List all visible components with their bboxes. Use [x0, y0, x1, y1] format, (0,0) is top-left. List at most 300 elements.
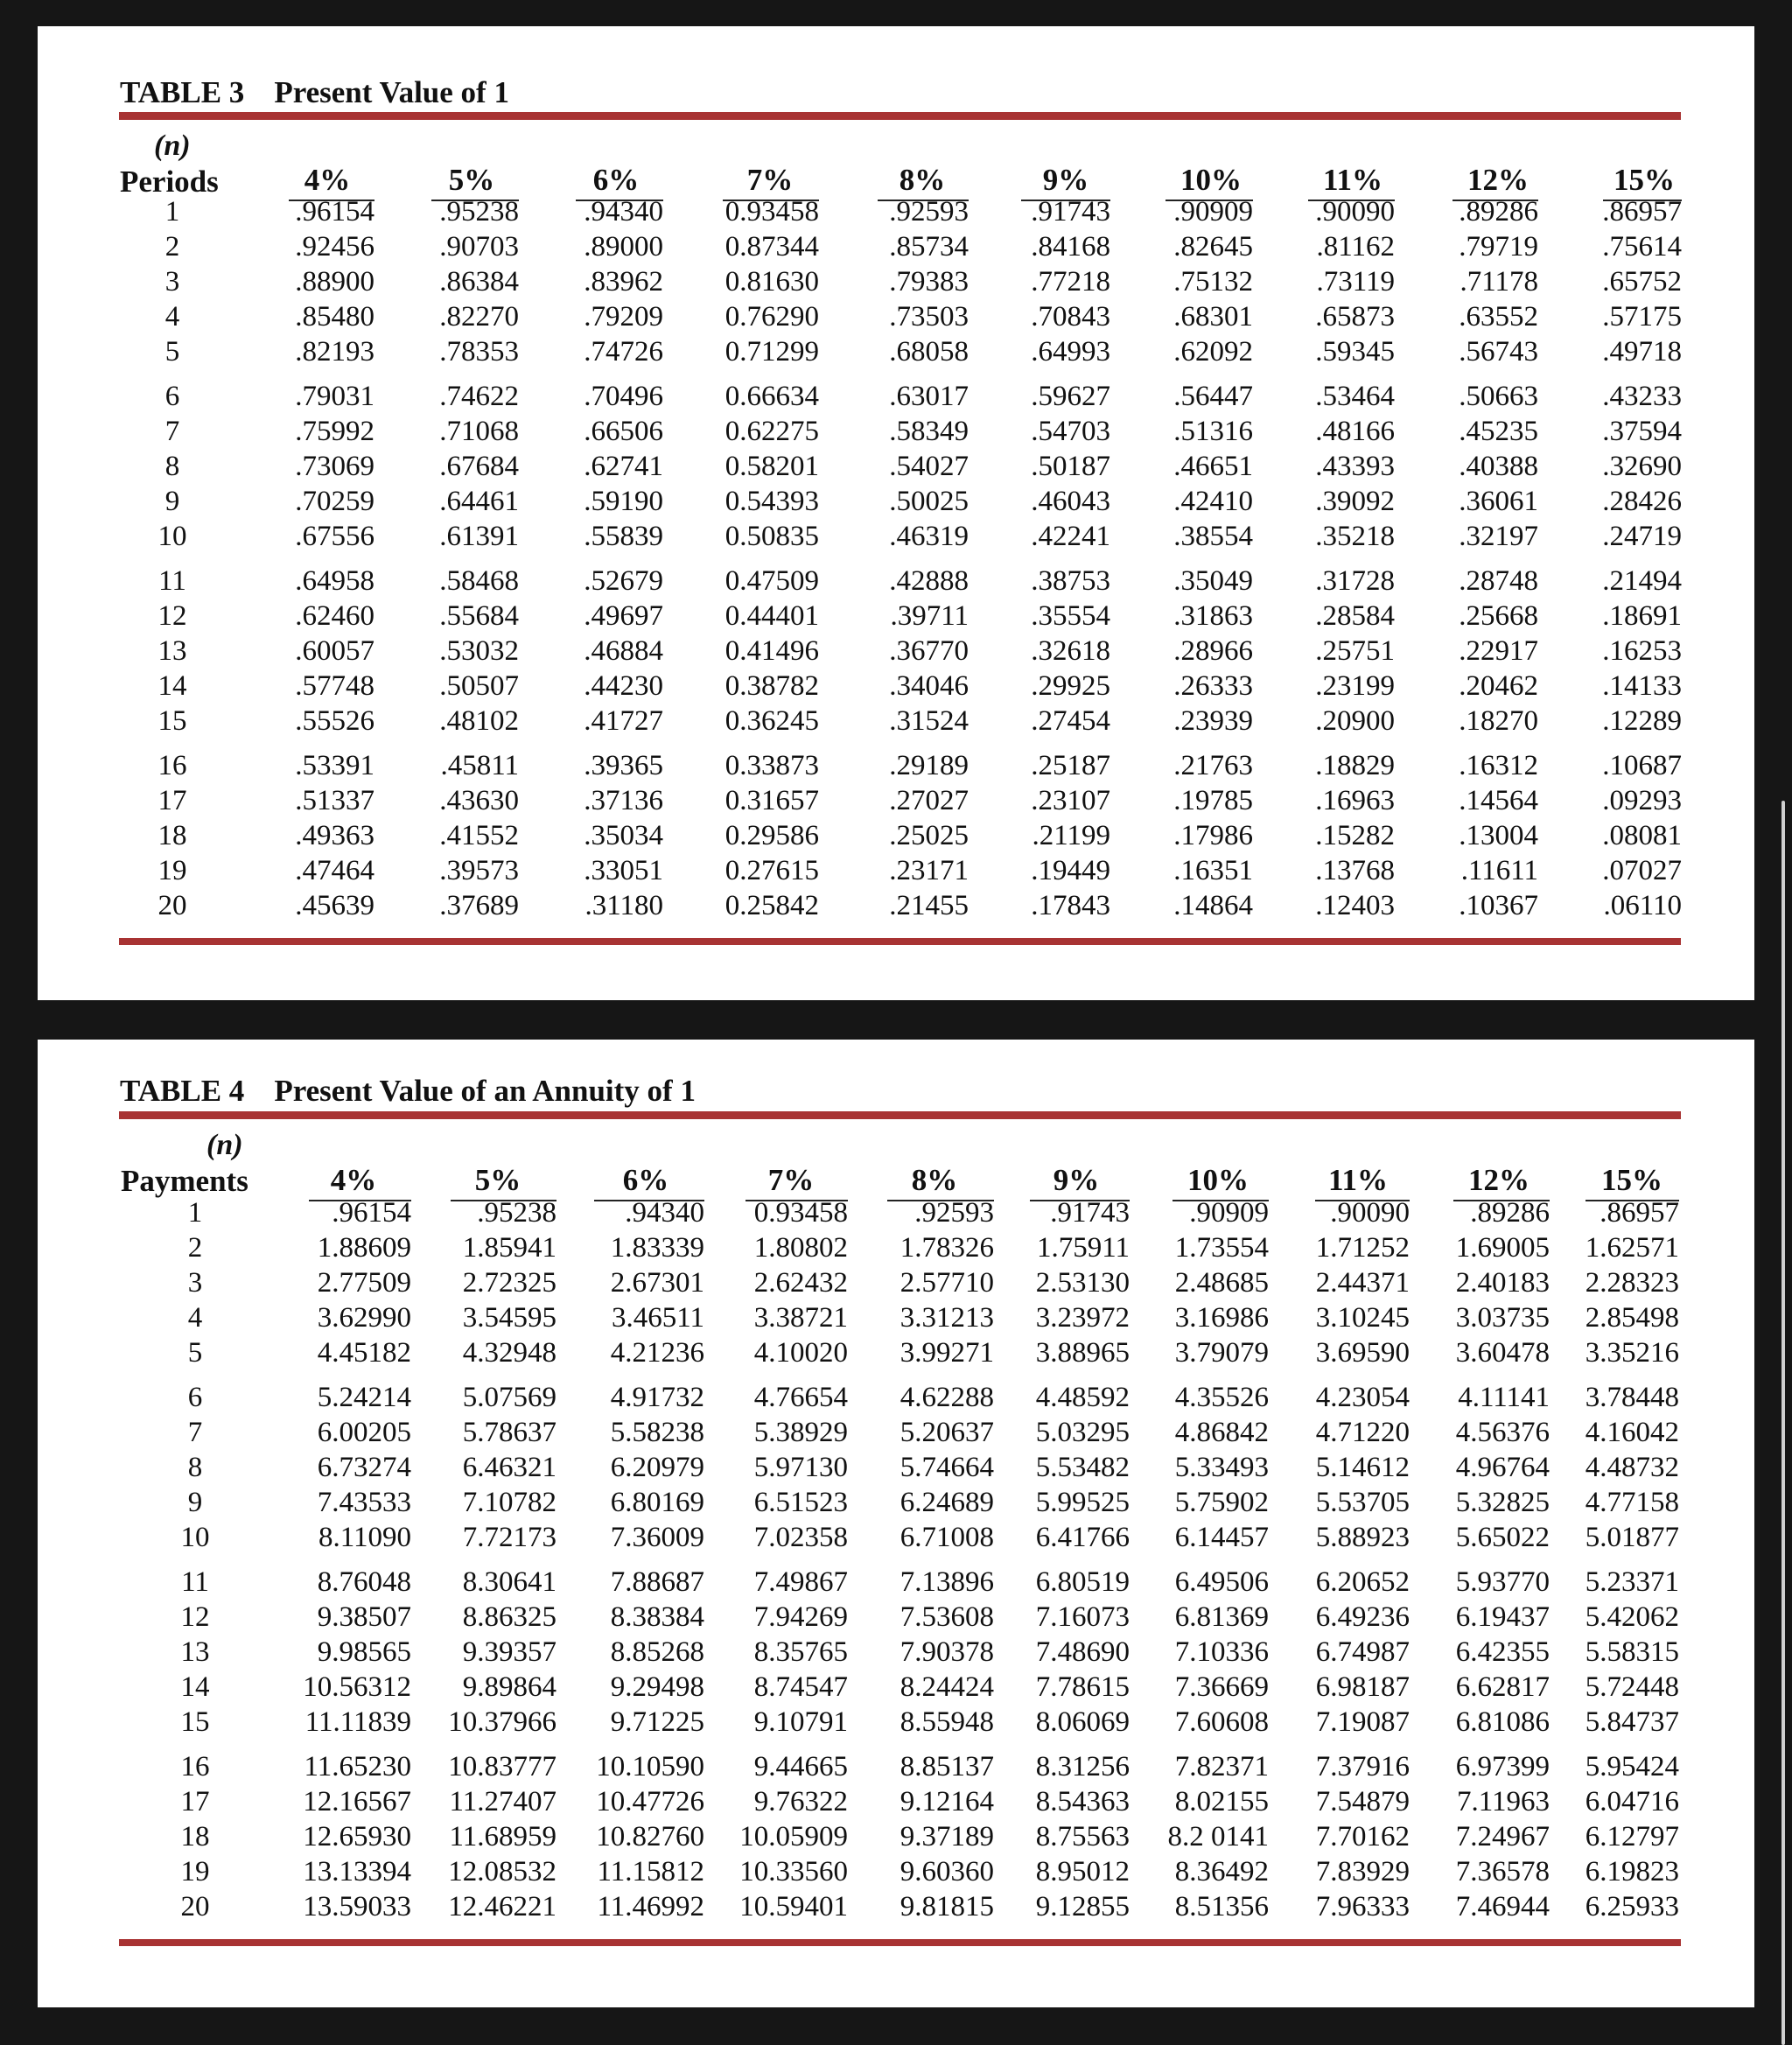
value-cell: .21763 [1173, 750, 1253, 781]
period-cell: 15 [180, 1706, 210, 1738]
value-cell: .74726 [584, 336, 663, 368]
value-cell: 9.12855 [1035, 1891, 1130, 1922]
value-cell: 7.46944 [1455, 1891, 1550, 1922]
table-row [38, 519, 1754, 554]
value-cell: .48166 [1315, 416, 1395, 447]
period-cell: 10 [158, 521, 187, 552]
value-cell: .31863 [1173, 600, 1253, 632]
value-cell: 8.24424 [900, 1671, 994, 1703]
value-cell: 6.04716 [1585, 1786, 1679, 1817]
table-3-title [120, 75, 509, 110]
table-row [38, 1485, 1754, 1520]
value-cell: .71068 [439, 416, 519, 447]
value-cell: .75132 [1173, 266, 1253, 298]
value-cell: .61391 [439, 521, 519, 552]
table-4-title [120, 1074, 696, 1109]
value-cell: 0.29586 [724, 820, 819, 851]
value-cell: 7.53608 [900, 1601, 994, 1633]
value-cell: .89000 [584, 231, 663, 263]
value-cell: .68301 [1173, 301, 1253, 333]
value-cell: .89286 [1470, 1197, 1550, 1229]
value-cell: 8.2 0141 [1167, 1821, 1269, 1852]
value-cell: 7.36009 [610, 1522, 704, 1553]
period-cell: 20 [180, 1891, 210, 1922]
value-cell: .70496 [584, 381, 663, 412]
value-cell: 0.54393 [724, 486, 819, 517]
column-header-8pct: 8% [911, 1163, 958, 1197]
value-cell: .50507 [439, 670, 519, 702]
value-cell: 7.13896 [900, 1566, 994, 1598]
value-cell: .18270 [1459, 705, 1538, 737]
value-cell: 7.10782 [462, 1487, 556, 1518]
value-cell: 11.11839 [304, 1706, 411, 1738]
value-cell: 6.98187 [1315, 1671, 1410, 1703]
value-cell: .20462 [1459, 670, 1538, 702]
value-cell: .62741 [584, 451, 663, 482]
value-cell: 11.46992 [597, 1891, 704, 1922]
value-cell: 5.14612 [1315, 1452, 1410, 1483]
value-cell: .50187 [1031, 451, 1110, 482]
value-cell: 2.85498 [1585, 1302, 1679, 1334]
value-cell: .25025 [889, 820, 969, 851]
value-cell: .70843 [1031, 301, 1110, 333]
table-row [38, 669, 1754, 704]
value-cell: 9.38507 [317, 1601, 411, 1633]
value-cell: 5.58238 [610, 1417, 704, 1448]
value-cell: .49697 [584, 600, 663, 632]
table-row [38, 299, 1754, 334]
value-cell: 9.89864 [462, 1671, 556, 1703]
value-cell: .78353 [439, 336, 519, 368]
table-row [38, 1230, 1754, 1265]
value-cell: 9.37189 [900, 1821, 994, 1852]
value-cell: .35034 [584, 820, 663, 851]
value-cell: 7.94269 [753, 1601, 848, 1633]
value-cell: 5.58315 [1585, 1636, 1679, 1668]
value-cell: 4.16042 [1585, 1417, 1679, 1448]
value-cell: .42888 [889, 565, 969, 597]
value-cell: .62092 [1173, 336, 1253, 368]
value-cell: .54027 [889, 451, 969, 482]
value-cell: 3.23972 [1035, 1302, 1130, 1334]
value-cell: .84168 [1031, 231, 1110, 263]
table-3-number: TABLE 3 [120, 75, 245, 109]
table-row [38, 414, 1754, 449]
value-cell: 7.43533 [317, 1487, 411, 1518]
value-cell: .45811 [440, 750, 519, 781]
value-cell: 6.24689 [900, 1487, 994, 1518]
value-cell: 9.39357 [462, 1636, 556, 1668]
table-3-top-rule [119, 112, 1681, 120]
value-cell: 5.84737 [1585, 1706, 1679, 1738]
value-cell: 9.44665 [753, 1751, 848, 1782]
value-cell: .14564 [1459, 785, 1538, 816]
value-cell: .77218 [1031, 266, 1110, 298]
value-cell: 3.60478 [1455, 1337, 1550, 1369]
value-cell: .95238 [439, 196, 519, 228]
period-cell: 7 [164, 416, 180, 447]
value-cell: 6.20652 [1315, 1566, 1410, 1598]
value-cell: 9.12164 [900, 1786, 994, 1817]
value-cell: .32197 [1459, 521, 1538, 552]
value-cell: 4.56376 [1455, 1417, 1550, 1448]
table-row [38, 1520, 1754, 1555]
value-cell: 7.16073 [1035, 1601, 1130, 1633]
value-cell: 8.85137 [900, 1751, 994, 1782]
value-cell: 8.06069 [1035, 1706, 1130, 1738]
table-row [38, 634, 1754, 669]
value-cell: 1.62571 [1585, 1232, 1679, 1264]
value-cell: .39711 [890, 600, 969, 632]
period-cell: 2 [187, 1232, 203, 1264]
table-row [38, 1450, 1754, 1485]
value-cell: .92593 [889, 196, 969, 228]
value-cell: 6.74987 [1315, 1636, 1410, 1668]
value-cell: .59345 [1315, 336, 1395, 368]
value-cell: .50025 [889, 486, 969, 517]
value-cell: .75614 [1602, 231, 1682, 263]
table-row [38, 1300, 1754, 1335]
table-row [38, 564, 1754, 599]
value-cell: .39092 [1315, 486, 1395, 517]
value-cell: .38554 [1173, 521, 1253, 552]
value-cell: .39365 [584, 750, 663, 781]
value-cell: .48102 [439, 705, 519, 737]
column-header-11pct: 11% [1327, 1163, 1389, 1197]
value-cell: .28426 [1602, 486, 1682, 517]
value-cell: 5.23371 [1585, 1566, 1679, 1598]
value-cell: 11.68959 [449, 1821, 556, 1852]
table-4-n-label: (n) [206, 1129, 243, 1161]
value-cell: 4.10020 [753, 1337, 848, 1369]
value-cell: .47464 [295, 855, 374, 886]
value-cell: .16351 [1173, 855, 1253, 886]
period-cell: 14 [158, 670, 187, 702]
value-cell: 0.71299 [724, 336, 819, 368]
value-cell: .20900 [1315, 705, 1395, 737]
value-cell: .23939 [1173, 705, 1253, 737]
value-cell: 9.60360 [900, 1856, 994, 1887]
value-cell: .56743 [1459, 336, 1538, 368]
value-cell: 4.71220 [1315, 1417, 1410, 1448]
value-cell: 5.88923 [1315, 1522, 1410, 1553]
column-header-6pct: 6% [592, 163, 640, 197]
value-cell: 0.27615 [724, 855, 819, 886]
value-cell: 1.88609 [317, 1232, 411, 1264]
table-3-periods-label: Periods [120, 165, 219, 199]
value-cell: .09293 [1602, 785, 1682, 816]
table-row [38, 1635, 1754, 1670]
value-cell: 4.21236 [610, 1337, 704, 1369]
table-row [38, 783, 1754, 818]
value-cell: .24719 [1602, 521, 1682, 552]
value-cell: .51316 [1173, 416, 1253, 447]
value-cell: .74622 [439, 381, 519, 412]
value-cell: 5.72448 [1585, 1671, 1679, 1703]
value-cell: 7.82371 [1174, 1751, 1269, 1782]
value-cell: 5.03295 [1035, 1417, 1130, 1448]
value-cell: 8.86325 [462, 1601, 556, 1633]
value-cell: 4.91732 [610, 1382, 704, 1413]
value-cell: .43393 [1315, 451, 1395, 482]
value-cell: .59190 [584, 486, 663, 517]
value-cell: 6.20979 [610, 1452, 704, 1483]
value-cell: .73069 [295, 451, 374, 482]
value-cell: 4.77158 [1585, 1487, 1679, 1518]
value-cell: 2.48685 [1174, 1267, 1269, 1299]
value-cell: .71178 [1460, 266, 1538, 298]
value-cell: .54703 [1031, 416, 1110, 447]
value-cell: 3.31213 [900, 1302, 994, 1334]
value-cell: 6.49236 [1315, 1601, 1410, 1633]
value-cell: .08081 [1602, 820, 1682, 851]
value-cell: .43630 [439, 785, 519, 816]
value-cell: 1.71252 [1315, 1232, 1410, 1264]
value-cell: 8.95012 [1035, 1856, 1130, 1887]
value-cell: 6.97399 [1455, 1751, 1550, 1782]
value-cell: 1.78326 [900, 1232, 994, 1264]
value-cell: 0.93458 [724, 196, 819, 228]
value-cell: .21199 [1032, 820, 1110, 851]
column-header-7pct: 7% [746, 163, 794, 197]
table-4-number: TABLE 4 [120, 1074, 245, 1108]
value-cell: 2.72325 [462, 1267, 556, 1299]
value-cell: 10.47726 [596, 1786, 704, 1817]
value-cell: .45639 [295, 890, 374, 921]
value-cell: 7.54879 [1315, 1786, 1410, 1817]
value-cell: 8.74547 [753, 1671, 848, 1703]
value-cell: .67684 [439, 451, 519, 482]
value-cell: 8.75563 [1035, 1821, 1130, 1852]
value-cell: 13.13394 [303, 1856, 411, 1887]
table-row [38, 1565, 1754, 1600]
value-cell: .86957 [1602, 196, 1682, 228]
value-cell: .37136 [584, 785, 663, 816]
value-cell: .50663 [1459, 381, 1538, 412]
value-cell: 13.59033 [303, 1891, 411, 1922]
value-cell: 6.73274 [317, 1452, 411, 1483]
value-cell: 5.78637 [462, 1417, 556, 1448]
period-cell: 14 [180, 1671, 210, 1703]
value-cell: 9.71225 [610, 1706, 704, 1738]
value-cell: .64993 [1031, 336, 1110, 368]
table-row [38, 1749, 1754, 1784]
value-cell: .94340 [625, 1197, 704, 1229]
value-cell: 0.76290 [724, 301, 819, 333]
value-cell: .10367 [1459, 890, 1538, 921]
value-cell: 6.46321 [462, 1452, 556, 1483]
value-cell: .31180 [584, 890, 663, 921]
table-row [38, 1335, 1754, 1370]
value-cell: .85480 [295, 301, 374, 333]
value-cell: .57175 [1602, 301, 1682, 333]
value-cell: .45235 [1459, 416, 1538, 447]
value-cell: 8.02155 [1174, 1786, 1269, 1817]
value-cell: 9.81815 [900, 1891, 994, 1922]
value-cell: .17986 [1173, 820, 1253, 851]
period-cell: 17 [180, 1786, 210, 1817]
period-cell: 6 [164, 381, 180, 412]
table-row [38, 1670, 1754, 1705]
value-cell: 5.95424 [1585, 1751, 1679, 1782]
value-cell: 7.78615 [1035, 1671, 1130, 1703]
period-cell: 3 [187, 1267, 203, 1299]
table-row [38, 1265, 1754, 1300]
value-cell: .21494 [1602, 565, 1682, 597]
value-cell: 10.82760 [596, 1821, 704, 1852]
column-header-5pct: 5% [448, 163, 495, 197]
value-cell: 2.28323 [1585, 1267, 1679, 1299]
value-cell: .90090 [1330, 1197, 1410, 1229]
value-cell: 6.81369 [1174, 1601, 1269, 1633]
value-cell: 6.00205 [317, 1417, 411, 1448]
value-cell: 9.29498 [610, 1671, 704, 1703]
value-cell: 12.46221 [448, 1891, 556, 1922]
value-cell: 6.62817 [1455, 1671, 1550, 1703]
value-cell: 0.31657 [724, 785, 819, 816]
value-cell: .28966 [1173, 635, 1253, 667]
period-cell: 9 [187, 1487, 203, 1518]
value-cell: 4.76654 [753, 1382, 848, 1413]
value-cell: 6.80519 [1035, 1566, 1130, 1598]
value-cell: 12.16567 [303, 1786, 411, 1817]
value-cell: 6.14457 [1174, 1522, 1269, 1553]
value-cell: 5.74664 [900, 1452, 994, 1483]
value-cell: .95238 [477, 1197, 556, 1229]
value-cell: .32618 [1031, 635, 1110, 667]
table-row [38, 853, 1754, 888]
period-cell: 11 [181, 1566, 209, 1598]
column-header-12pct: 12% [1468, 1163, 1530, 1197]
value-cell: .57748 [295, 670, 374, 702]
value-cell: .14864 [1173, 890, 1253, 921]
page-scrollbar[interactable] [1782, 801, 1785, 2045]
value-cell: .82193 [295, 336, 374, 368]
table-row [38, 1784, 1754, 1819]
column-header-15pct: 15% [1601, 1163, 1662, 1197]
value-cell: 6.51523 [753, 1487, 848, 1518]
table-row [38, 1705, 1754, 1740]
value-cell: .46884 [584, 635, 663, 667]
value-cell: 3.54595 [462, 1302, 556, 1334]
value-cell: 0.62275 [724, 416, 819, 447]
value-cell: 10.10590 [596, 1751, 704, 1782]
value-cell: .79383 [889, 266, 969, 298]
value-cell: .32690 [1602, 451, 1682, 482]
period-cell: 18 [158, 820, 187, 851]
value-cell: .90909 [1173, 196, 1253, 228]
period-cell: 16 [180, 1751, 210, 1782]
value-cell: .91743 [1050, 1197, 1130, 1229]
value-cell: .25668 [1459, 600, 1538, 632]
value-cell: .79031 [295, 381, 374, 412]
value-cell: 0.41496 [724, 635, 819, 667]
value-cell: .13768 [1315, 855, 1395, 886]
value-cell: 5.99525 [1035, 1487, 1130, 1518]
value-cell: 2.44371 [1315, 1267, 1410, 1299]
value-cell: 3.99271 [900, 1337, 994, 1369]
value-cell: 6.80169 [610, 1487, 704, 1518]
value-cell: .81162 [1316, 231, 1395, 263]
value-cell: 4.35526 [1174, 1382, 1269, 1413]
value-cell: 7.02358 [753, 1522, 848, 1553]
column-header-10pct: 10% [1180, 163, 1242, 197]
table-row [38, 1380, 1754, 1415]
value-cell: 8.55948 [900, 1706, 994, 1738]
value-cell: 2.77509 [317, 1267, 411, 1299]
column-header-5pct: 5% [474, 1163, 522, 1197]
value-cell: .64461 [439, 486, 519, 517]
value-cell: 2.40183 [1455, 1267, 1550, 1299]
value-cell: .86957 [1600, 1197, 1679, 1229]
value-cell: 7.70162 [1315, 1821, 1410, 1852]
value-cell: 5.97130 [753, 1452, 848, 1483]
period-cell: 3 [164, 266, 180, 298]
value-cell: 5.75902 [1174, 1487, 1269, 1518]
table-row [38, 704, 1754, 739]
value-cell: .62460 [295, 600, 374, 632]
value-cell: 2.62432 [753, 1267, 848, 1299]
period-cell: 19 [158, 855, 187, 886]
value-cell: .36770 [889, 635, 969, 667]
value-cell: .59627 [1031, 381, 1110, 412]
value-cell: .40388 [1459, 451, 1538, 482]
value-cell: 5.53482 [1035, 1452, 1130, 1483]
value-cell: .41552 [439, 820, 519, 851]
column-header-4pct: 4% [304, 163, 351, 197]
period-cell: 16 [158, 750, 187, 781]
table-row [38, 1415, 1754, 1450]
value-cell: 0.93458 [753, 1197, 848, 1229]
period-cell: 1 [164, 196, 180, 228]
value-cell: .27454 [1031, 705, 1110, 737]
table-4-bottom-rule [119, 1939, 1681, 1946]
value-cell: 6.49506 [1174, 1566, 1269, 1598]
value-cell: .16312 [1459, 750, 1538, 781]
value-cell: .58468 [439, 565, 519, 597]
value-cell: 11.65230 [304, 1751, 411, 1782]
table-row [38, 1600, 1754, 1635]
period-cell: 9 [164, 486, 180, 517]
value-cell: 5.24214 [317, 1382, 411, 1413]
column-header-9pct: 9% [1053, 1163, 1100, 1197]
value-cell: 11.27407 [449, 1786, 556, 1817]
value-cell: .12403 [1315, 890, 1395, 921]
value-cell: 2.53130 [1035, 1267, 1130, 1299]
value-cell: .13004 [1459, 820, 1538, 851]
value-cell: 1.80802 [753, 1232, 848, 1264]
value-cell: .65752 [1602, 266, 1682, 298]
value-cell: .17843 [1031, 890, 1110, 921]
value-cell: .67556 [295, 521, 374, 552]
value-cell: 7.36578 [1455, 1856, 1550, 1887]
table-3-card [38, 26, 1754, 1000]
table-row [38, 264, 1754, 299]
period-cell: 20 [158, 890, 187, 921]
period-cell: 2 [164, 231, 180, 263]
table-row [38, 1889, 1754, 1924]
value-cell: .28584 [1315, 600, 1395, 632]
period-cell: 4 [187, 1302, 203, 1334]
value-cell: .53391 [295, 750, 374, 781]
value-cell: .53032 [439, 635, 519, 667]
period-cell: 1 [187, 1197, 203, 1229]
value-cell: .06110 [1603, 890, 1682, 921]
value-cell: .18691 [1602, 600, 1682, 632]
value-cell: 4.48592 [1035, 1382, 1130, 1413]
value-cell: .41727 [584, 705, 663, 737]
value-cell: .56447 [1173, 381, 1253, 412]
